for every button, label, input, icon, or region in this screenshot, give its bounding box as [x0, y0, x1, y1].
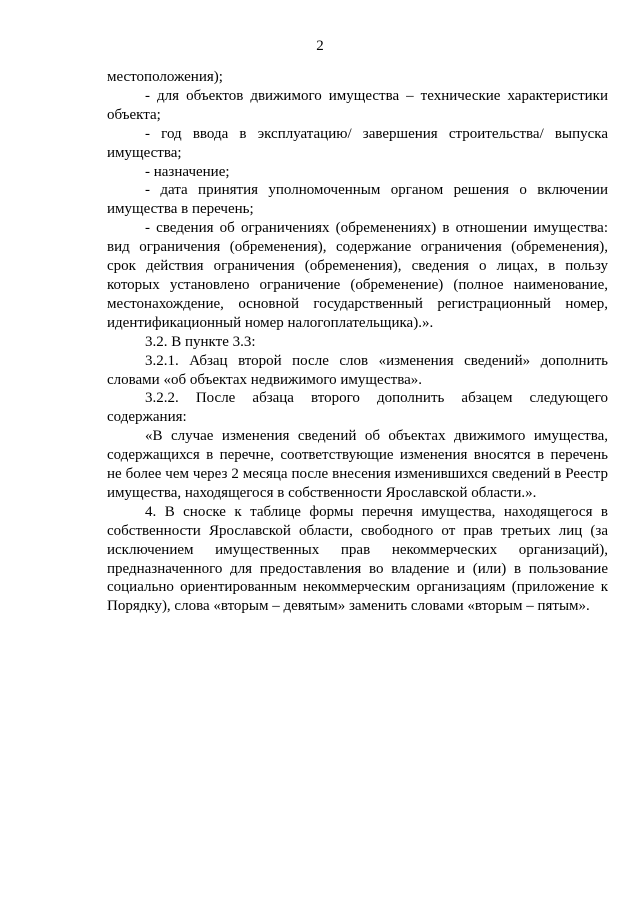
paragraph-movable-property-specs: - для объектов движимого имущества – технические характеристики объекта;: [107, 87, 608, 123]
paragraph-inclusion-decision-date: - дата принятия уполномоченным органом решения о включении имущества в перечень;: [107, 182, 608, 218]
paragraph-clause-4: 4. В сноске к таблице формы перечня имущества, находящегося в собственности Ярославской области, свободного от прав третьих лиц (за исключением имущественных прав некоммерческих организаций), предназначенного для предоставления во владение и (или) в пользование социально ориентированным некоммерческим организациям (приложение к Порядку), слова «вторым – девятым» заменить словами «вторым – пятым».: [107, 503, 608, 615]
paragraph-commissioning-year: - год ввода в эксплуатацию/ завершения строительства/ выпуска имущества;: [107, 125, 608, 161]
paragraph-location-continuation: местоположения);: [107, 69, 223, 85]
paragraph-clause-3-2: 3.2. В пункте 3.3:: [145, 333, 256, 350]
paragraph-clause-3-2-1: 3.2.1. Абзац второй после слов «изменения сведений» дополнить словами «об объектах недвижимого имущества».: [107, 352, 608, 388]
page-number: 2: [316, 38, 324, 54]
paragraph-purpose: - назначение;: [145, 163, 230, 180]
paragraph-quoted-insertion: «В случае изменения сведений об объектах движимого имущества, содержащихся в перечне, соответствующие изменения вносятся в перечень не более чем через 2 месяца после внесения изменившихся сведений в Реестр имущества, находящегося в собственности Ярославской области.».: [107, 428, 608, 501]
paragraph-clause-3-2-2: 3.2.2. После абзаца второго дополнить абзацем следующего содержания:: [107, 390, 608, 426]
paragraph-encumbrance-info: - сведения об ограничениях (обременениях) в отношении имущества: вид ограничения (обременения), содержание ограничения (обременения), срок действия ограничения (обременения), сведения о лицах, в пользу которых установлено ограничение (обременение) (полное наименование, местонахождение, основной государственный регистрационный номер, идентификационный номер налогоплательщика).».: [107, 220, 608, 331]
document-body: [107, 68, 608, 616]
